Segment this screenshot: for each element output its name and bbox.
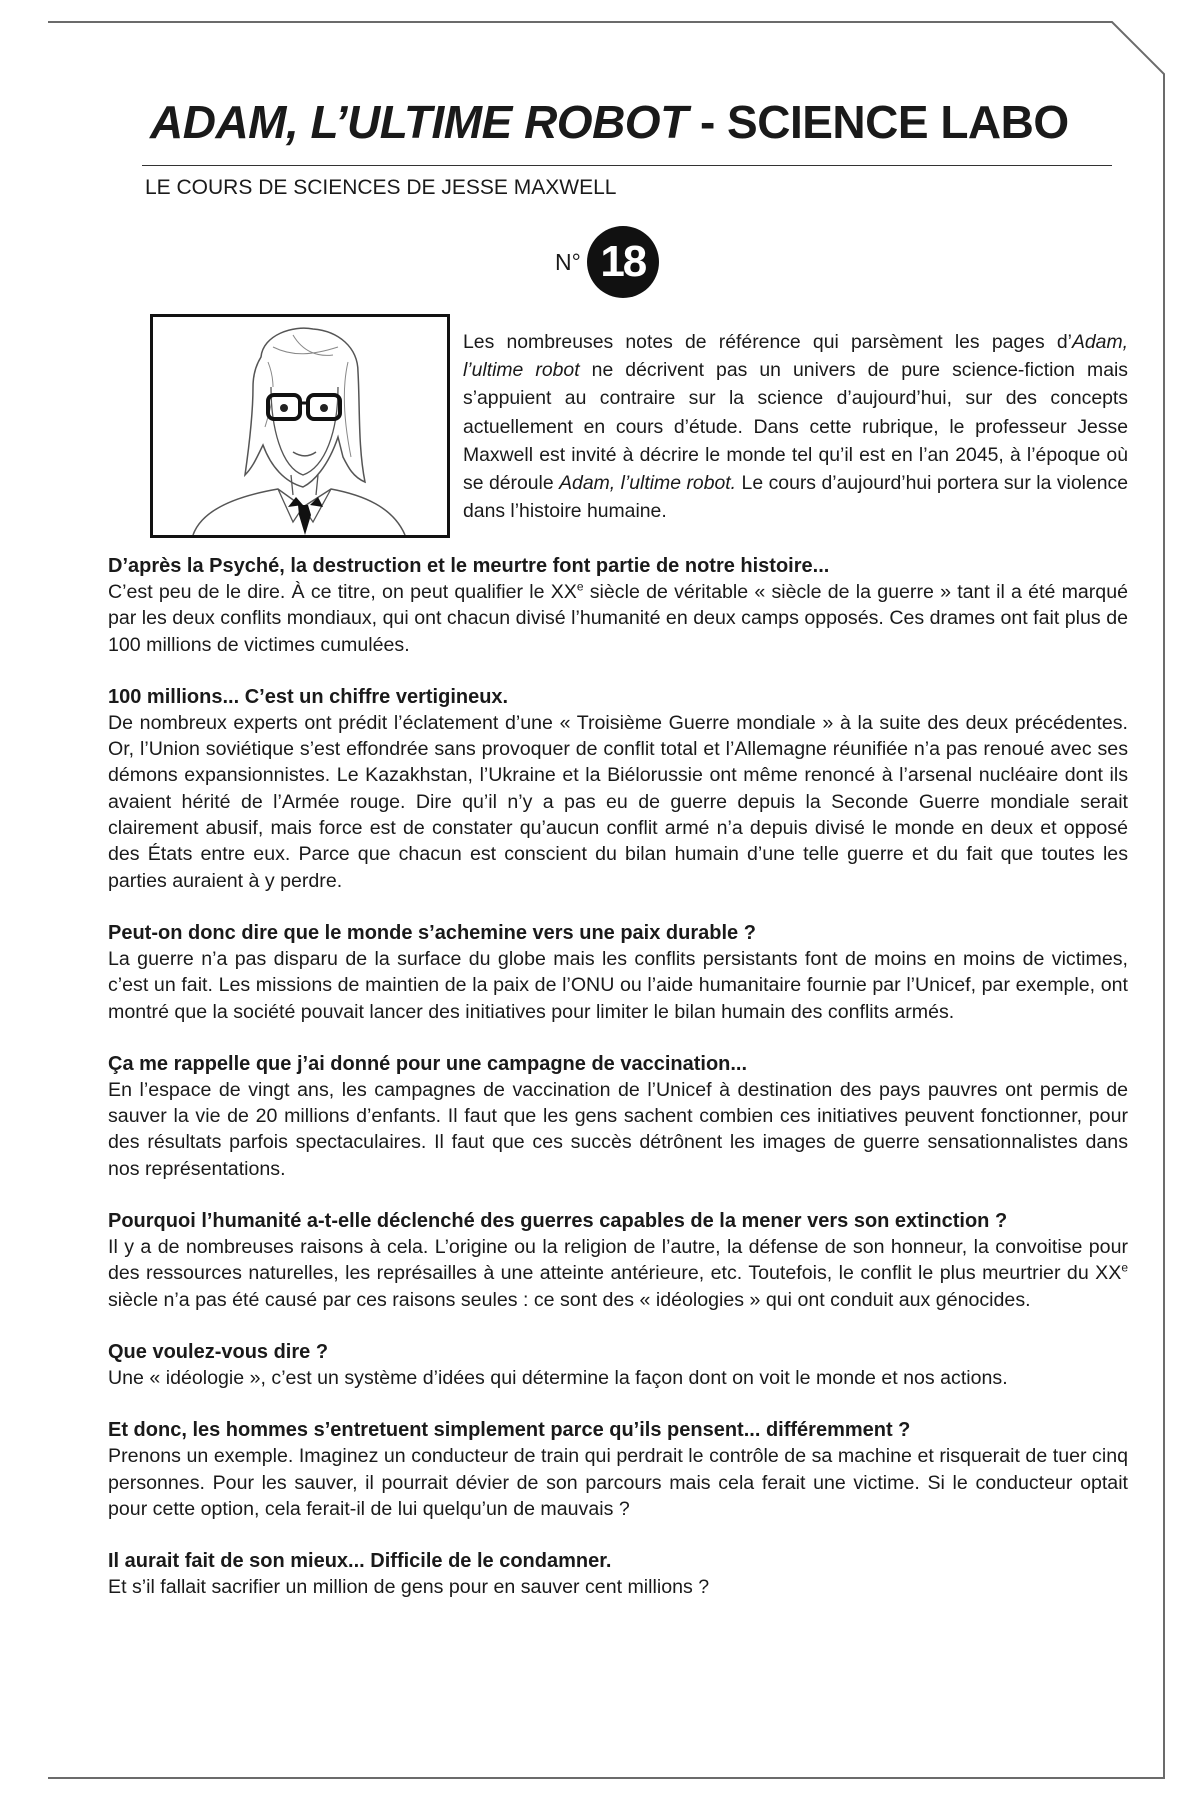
question: Que voulez-vous dire ? (108, 1340, 329, 1363)
answer: En l’espace de vingt ans, les campagnes de vaccination de l’Unicef à destination des pays pauvres ont permis de sauver la vie de 20 millions d’enfants. Il faut que les gens sachent combien ces initiatives peuvent fonctionner, pour des résultats parfois spectaculaires. Il faut que ces succès détrônent les images de guerre sensationnalistes dans nos représentations. (108, 1078, 1128, 1180)
qa-block (108, 1208, 1128, 1313)
intro-text-1: Les nombreuses notes de référence qui parsèment les pages d’ (463, 331, 1072, 353)
title-section: - SCIENCE LABO (687, 96, 1069, 148)
century-superscript: e (1121, 1260, 1128, 1275)
question: Et donc, les hommes s’entretuent simplement parce qu’ils pensent... différemment ? (108, 1419, 911, 1442)
answer: Et s’il fallait sacrifier un million de gens pour en sauver cent millions ? (108, 1576, 710, 1599)
professor-portrait (150, 314, 450, 538)
intro-text-2: ne décrivent pas un univers de pure science-fiction mais s’appuient au contraire sur la science d’aujourd’hui, sur des concepts actuellement en cours d’étude. Dans cette rubrique, le professeur Jesse Maxwell est invité à décrire le monde tel qu’il est en l’an 2045, à l’époque où se déroule (463, 359, 1128, 495)
qa-block (108, 553, 1128, 658)
intro-text-3: Le cours d’aujourd’hui portera sur la violence dans l’histoire humaine. (463, 472, 1128, 523)
title-main: ADAM, L’ULTIME ROBOT (150, 96, 688, 148)
question: Ça me rappelle que j’ai donné pour une campagne de vaccination... (108, 1052, 748, 1075)
answer (108, 579, 1128, 658)
century-superscript: e (576, 579, 584, 594)
portrait-illustration-icon (153, 317, 447, 535)
question: 100 millions... C’est un chiffre vertigineux. (108, 685, 509, 708)
answer-text: Il y a de nombreuses raisons à cela. L’origine ou la religion de l’autre, la défense de son honneur, la convoitise pour des ressources naturelles, les représailles à une atteinte antérieure, etc. Toutefois, le conflit le plus meurtrier du XX (108, 1236, 1128, 1285)
qa-block (108, 684, 1128, 894)
question: D’après la Psyché, la destruction et le meurtre font partie de notre histoire... (108, 555, 830, 577)
question: Il aurait fait de son mieux... Difficile de le condamner. (108, 1550, 612, 1573)
answer-text: siècle n’a pas été causé par ces raisons seules : ce sont des « idéologies » qui ont conduit aux génocides. (108, 1288, 1031, 1311)
issue-badge: 18 (587, 226, 659, 298)
intro-paragraph (463, 328, 1128, 525)
title-divider (142, 165, 1112, 166)
qa-block (108, 920, 1128, 1025)
issue-prefix: N° (555, 248, 581, 275)
answer: De nombreux experts ont prédit l’éclatement d’une « Troisième Guerre mondiale » à la suite des deux précédentes. Or, l’Union soviétique s’est effondrée sans provoquer de conflit total et l’Allemagne réunifiée n’a pas renoué avec ses démons expansionnistes. Le Kazakhstan, l’Ukraine et la Biélorussie ont même renoncé à l’arsenal nucléaire dont ils avaient hérité de l’Armée rouge. Dire qu’il n’y a pas eu de guerre depuis la Seconde Guerre mondiale serait clairement abusif, mais force est de constater qu’aucun conflit armé n’a depuis divisé le monde en deux et opposé des États entre eux. Parce que chacun est conscient du bilan humain d’une telle guerre et du fait que toutes les parties auraient à y perdre. (108, 711, 1128, 892)
question: Pourquoi l’humanité a-t-elle déclenché des guerres capables de la mener vers son extinction ? (108, 1210, 1008, 1233)
intro-title-ref-2: Adam, l’ultime robot. (559, 472, 737, 495)
answer-text: C’est peu de le dire. À ce titre, on peut qualifier le XX (108, 581, 577, 603)
page-title (150, 95, 1120, 149)
qa-block (108, 1417, 1128, 1522)
answer: Une « idéologie », c’est un système d’idées qui détermine la façon dont on voit le monde et nos actions. (108, 1366, 1008, 1389)
answer (108, 1234, 1128, 1313)
intro-title-ref-1: Adam, l’ultime robot (463, 331, 1128, 382)
qa-block (108, 1051, 1128, 1182)
qa-block (108, 1339, 1128, 1391)
answer: Prenons un exemple. Imaginez un conducteur de train qui perdrait le contrôle de sa machine et risquerait de tuer cinq personnes. Pour les sauver, il pourrait dévier de son parcours mais cela ferait une victime. Si le conducteur optait pour cette option, cela ferait-il de lui quelqu’un de mauvais ? (108, 1445, 1128, 1520)
qa-block (108, 1548, 1128, 1600)
answer: La guerre n’a pas disparu de la surface du globe mais les conflits persistants font de moins en moins de victimes, c’est un fait. Les missions de maintien de la paix de l’ONU ou l’aide humanitaire fournie par l’Unicef, par exemple, ont montré que la société pouvait lancer des initiatives pour limiter le bilan humain des conflits armés. (108, 947, 1128, 1023)
interview-body (108, 553, 1128, 1626)
column-subtitle: LE COURS DE SCIENCES DE JESSE MAXWELL (145, 176, 617, 199)
question: Peut-on donc dire que le monde s’achemine vers une paix durable ? (108, 921, 756, 944)
issue-number (555, 226, 659, 298)
answer-text: siècle de véritable « siècle de la guerre » tant il a été marqué par les deux conflits mondiaux, qui ont chacun divisé l’humanité en deux camps opposés. Ces drames ont fait plus de 100 millions de victimes cumulées. (108, 581, 1128, 656)
